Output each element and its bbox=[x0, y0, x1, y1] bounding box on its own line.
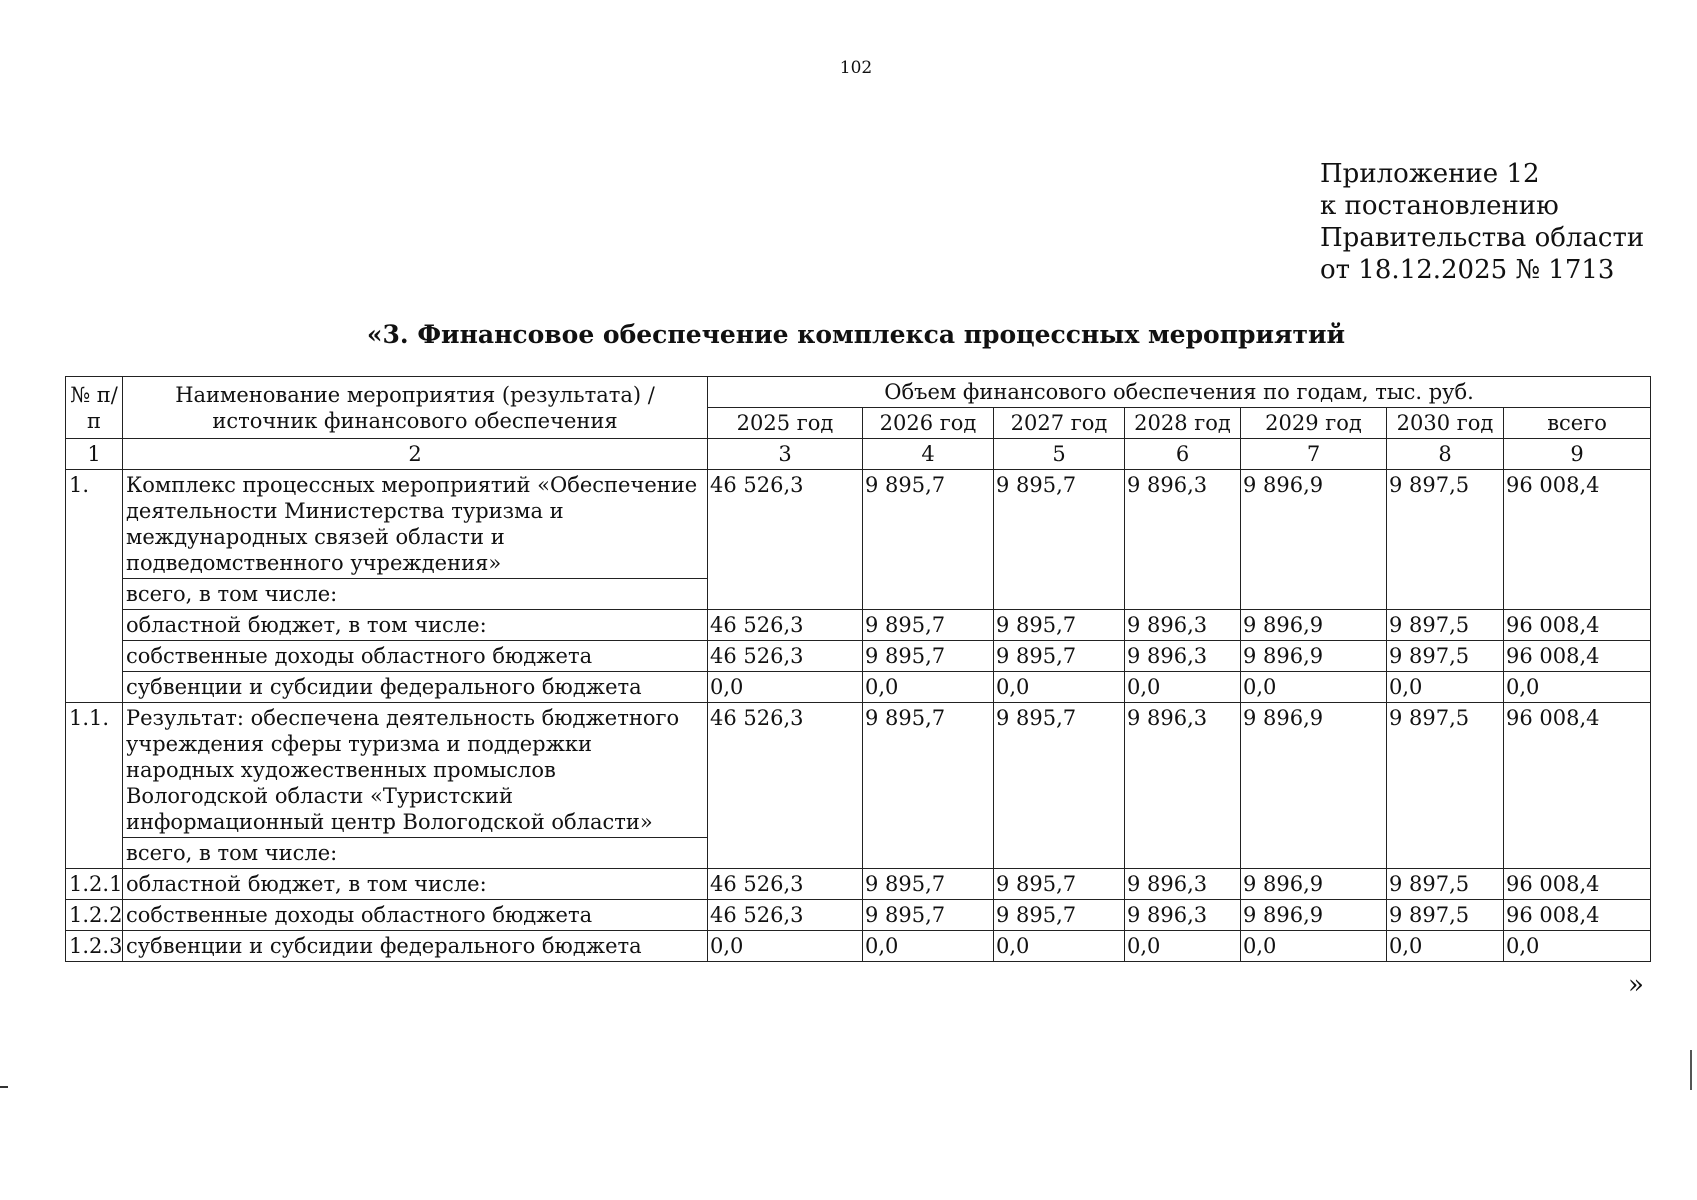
cell-2027: 9 895,7 bbox=[994, 900, 1125, 931]
header-row bbox=[66, 377, 1651, 408]
row-name: областной бюджет, в том числе: bbox=[123, 869, 708, 900]
row-name: всего, в том числе: bbox=[123, 838, 708, 869]
appendix-line-3: Правительства области bbox=[1320, 223, 1645, 253]
table-row bbox=[66, 610, 1651, 641]
page-number: 102 bbox=[839, 58, 873, 78]
cell-2025: 46 526,3 bbox=[708, 900, 863, 931]
cell-2025: 46 526,3 bbox=[708, 869, 863, 900]
cell-2025: 46 526,3 bbox=[708, 641, 863, 672]
table-row bbox=[66, 703, 1651, 838]
cell-2030: 9 897,5 bbox=[1387, 610, 1504, 641]
row-num: 1.2.2 bbox=[66, 900, 123, 931]
cell-total: 96 008,4 bbox=[1504, 610, 1651, 641]
col-number: 6 bbox=[1125, 439, 1241, 470]
cell-2026: 9 895,7 bbox=[863, 610, 994, 641]
row-name: субвенции и субсидии федерального бюджета bbox=[123, 672, 708, 703]
header-total: всего bbox=[1504, 408, 1651, 439]
appendix-line-2: к постановлению bbox=[1320, 191, 1559, 221]
table-row bbox=[66, 641, 1651, 672]
header-year: 2026 год bbox=[863, 408, 994, 439]
table-row bbox=[66, 931, 1651, 962]
appendix-line-4: от 18.12.2025 № 1713 bbox=[1320, 255, 1615, 285]
cell-2030: 9 897,5 bbox=[1387, 900, 1504, 931]
header-year: 2030 год bbox=[1387, 408, 1504, 439]
cell-2028: 9 896,3 bbox=[1125, 869, 1241, 900]
cell-2026: 0,0 bbox=[863, 672, 994, 703]
cell-2028: 0,0 bbox=[1125, 672, 1241, 703]
row-name: субвенции и субсидии федерального бюджета bbox=[123, 931, 708, 962]
header-name: Наименование мероприятия (результата) / источник финансового обеспечения bbox=[123, 377, 708, 439]
cell-2028: 9 896,3 bbox=[1125, 703, 1241, 869]
cell-2028: 9 896,3 bbox=[1125, 641, 1241, 672]
cell-2029: 9 896,9 bbox=[1241, 703, 1387, 869]
header-year: 2028 год bbox=[1125, 408, 1241, 439]
row-num: 1. bbox=[66, 470, 123, 703]
scan-edge-mark bbox=[0, 1086, 8, 1088]
scan-edge-mark bbox=[1690, 1050, 1692, 1090]
appendix-block bbox=[1320, 158, 1644, 286]
cell-2027: 9 895,7 bbox=[994, 869, 1125, 900]
col-number: 5 bbox=[994, 439, 1125, 470]
col-number: 3 bbox=[708, 439, 863, 470]
col-number: 2 bbox=[123, 439, 708, 470]
cell-2025: 0,0 bbox=[708, 672, 863, 703]
document-title: «3. Финансовое обеспечение комплекса процессных мероприятий bbox=[366, 320, 1346, 349]
row-name: Комплекс процессных мероприятий «Обеспечение деятельности Министерства туризма и международных связей области и подведомственного учреждения» bbox=[123, 470, 708, 579]
header-year: 2025 год bbox=[708, 408, 863, 439]
cell-2030: 0,0 bbox=[1387, 672, 1504, 703]
cell-2028: 9 896,3 bbox=[1125, 610, 1241, 641]
cell-2030: 9 897,5 bbox=[1387, 703, 1504, 869]
cell-2025: 46 526,3 bbox=[708, 610, 863, 641]
cell-2026: 9 895,7 bbox=[863, 869, 994, 900]
table-row bbox=[66, 672, 1651, 703]
cell-2029: 9 896,9 bbox=[1241, 900, 1387, 931]
col-number: 4 bbox=[863, 439, 994, 470]
cell-2029: 9 896,9 bbox=[1241, 641, 1387, 672]
column-number-row bbox=[66, 439, 1651, 470]
row-name: Результат: обеспечена деятельность бюджетного учреждения сферы туризма и поддержки народных художественных промыслов Вологодской области «Туристский информационный центр Вологодской области» bbox=[123, 703, 708, 838]
cell-2029: 0,0 bbox=[1241, 931, 1387, 962]
cell-2027: 9 895,7 bbox=[994, 610, 1125, 641]
header-year: 2029 год bbox=[1241, 408, 1387, 439]
cell-2026: 9 895,7 bbox=[863, 900, 994, 931]
cell-2030: 9 897,5 bbox=[1387, 869, 1504, 900]
cell-2029: 9 896,9 bbox=[1241, 470, 1387, 610]
cell-2029: 9 896,9 bbox=[1241, 869, 1387, 900]
cell-2029: 9 896,9 bbox=[1241, 610, 1387, 641]
cell-2026: 9 895,7 bbox=[863, 703, 994, 869]
financing-table bbox=[65, 376, 1651, 962]
row-name: областной бюджет, в том числе: bbox=[123, 610, 708, 641]
row-name: всего, в том числе: bbox=[123, 579, 708, 610]
header-year: 2027 год bbox=[994, 408, 1125, 439]
cell-2027: 0,0 bbox=[994, 672, 1125, 703]
cell-2027: 9 895,7 bbox=[994, 703, 1125, 869]
table-row bbox=[66, 470, 1651, 579]
row-num: 1.2.3 bbox=[66, 931, 123, 962]
cell-2029: 0,0 bbox=[1241, 672, 1387, 703]
cell-2027: 0,0 bbox=[994, 931, 1125, 962]
cell-2025: 46 526,3 bbox=[708, 703, 863, 869]
cell-2026: 9 895,7 bbox=[863, 641, 994, 672]
cell-2030: 9 897,5 bbox=[1387, 470, 1504, 610]
cell-2030: 9 897,5 bbox=[1387, 641, 1504, 672]
cell-2027: 9 895,7 bbox=[994, 470, 1125, 610]
cell-total: 0,0 bbox=[1504, 672, 1651, 703]
appendix-line-1: Приложение 12 bbox=[1320, 159, 1540, 189]
cell-total: 0,0 bbox=[1504, 931, 1651, 962]
row-name: собственные доходы областного бюджета bbox=[123, 900, 708, 931]
row-name: собственные доходы областного бюджета bbox=[123, 641, 708, 672]
col-number: 1 bbox=[66, 439, 123, 470]
cell-total: 96 008,4 bbox=[1504, 900, 1651, 931]
row-num: 1.2.1 bbox=[66, 869, 123, 900]
cell-2027: 9 895,7 bbox=[994, 641, 1125, 672]
cell-total: 96 008,4 bbox=[1504, 641, 1651, 672]
cell-2030: 0,0 bbox=[1387, 931, 1504, 962]
col-number: 9 bbox=[1504, 439, 1651, 470]
table-row bbox=[66, 869, 1651, 900]
cell-total: 96 008,4 bbox=[1504, 869, 1651, 900]
cell-2025: 46 526,3 bbox=[708, 470, 863, 610]
col-number: 7 bbox=[1241, 439, 1387, 470]
cell-2028: 0,0 bbox=[1125, 931, 1241, 962]
header-num: № п/п bbox=[66, 377, 123, 439]
header-volume: Объем финансового обеспечения по годам, тыс. руб. bbox=[708, 377, 1651, 408]
cell-2028: 9 896,3 bbox=[1125, 900, 1241, 931]
col-number: 8 bbox=[1387, 439, 1504, 470]
table-row bbox=[66, 900, 1651, 931]
closing-quote: » bbox=[1628, 970, 1644, 1000]
cell-total: 96 008,4 bbox=[1504, 703, 1651, 869]
cell-total: 96 008,4 bbox=[1504, 470, 1651, 610]
cell-2025: 0,0 bbox=[708, 931, 863, 962]
cell-2026: 9 895,7 bbox=[863, 470, 994, 610]
row-num: 1.1. bbox=[66, 703, 123, 869]
cell-2026: 0,0 bbox=[863, 931, 994, 962]
cell-2028: 9 896,3 bbox=[1125, 470, 1241, 610]
